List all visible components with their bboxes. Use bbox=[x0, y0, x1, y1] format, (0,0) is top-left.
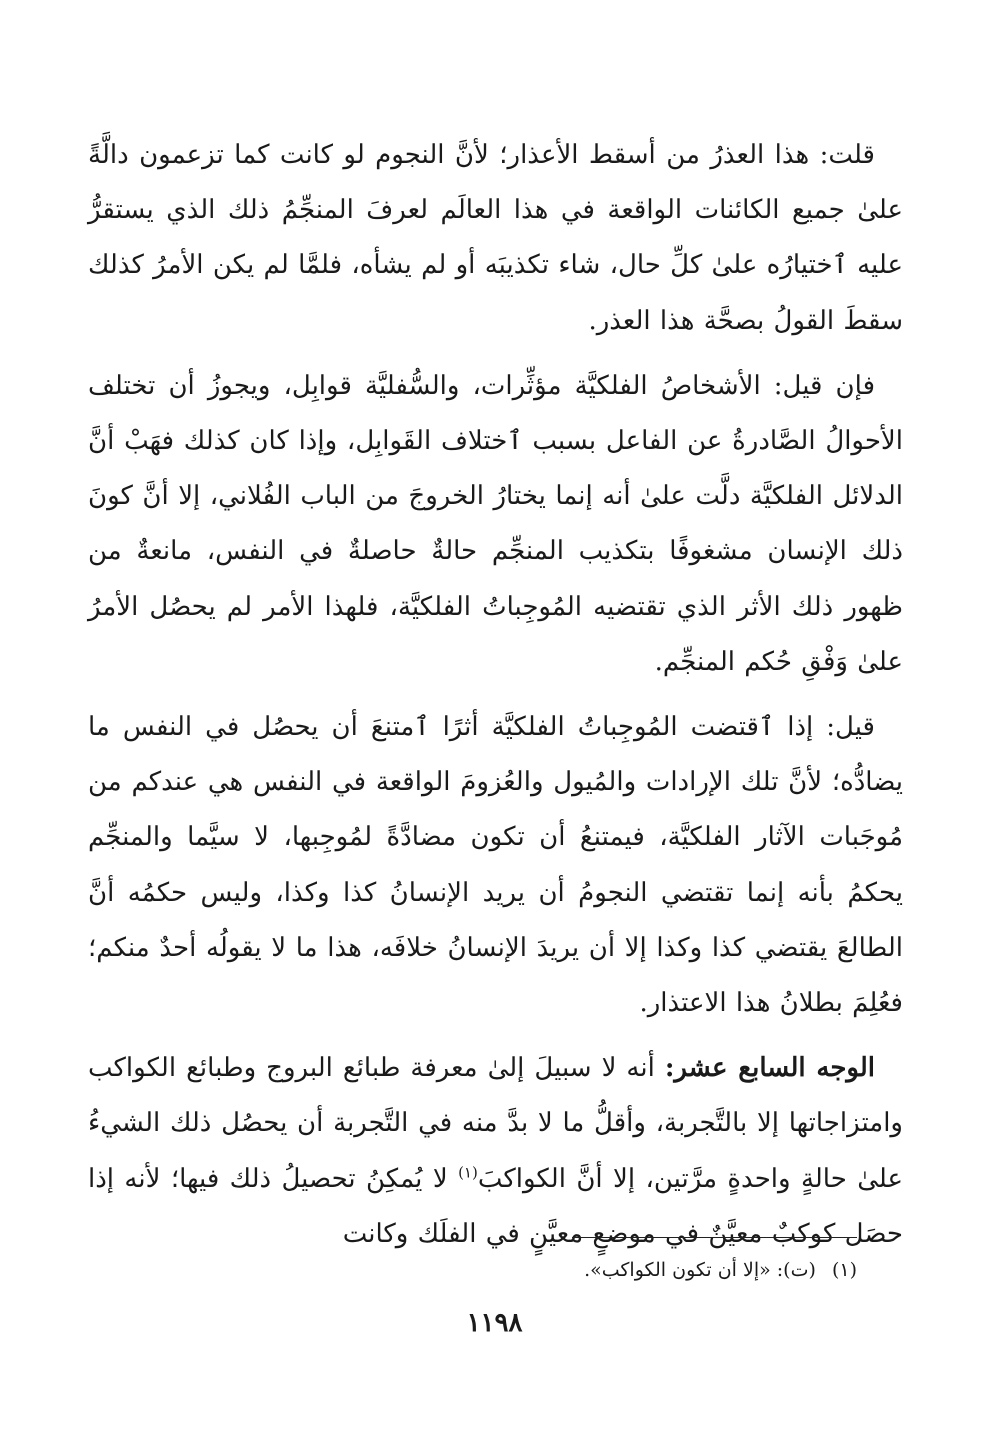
section-heading: الوجه السابع عشر: bbox=[664, 1053, 875, 1084]
paragraph-4-text-start: أنه لا سبيلَ إلىٰ معرفة طبائع البروج وطبائع الكواكب وامتزاجاتها إلا بالتَّجربة، وأقلُّ ما لا بدَّ منه في التَّجربة أن يحصُل ذلك الشيءُ علىٰ حالةٍ واحدةٍ مرَّتين، إلا أنَّ الكواكبَ bbox=[88, 1053, 903, 1194]
footnote-separator bbox=[572, 1237, 857, 1238]
main-text-block bbox=[88, 128, 903, 1272]
paragraph-4-text-end: لا يُمكِنُ تحصيلُ ذلك فيها؛ لأنه إذا حصَل كوكبٌ معيَّنٌ في موضعٍ معيَّنٍ في الفلَك وكانت bbox=[88, 1163, 903, 1249]
paragraph-4 bbox=[88, 1041, 903, 1262]
page-number: ١١٩٨ bbox=[466, 1308, 523, 1338]
paragraph-1: قلت: هذا العذرُ من أسقط الأعذار؛ لأنَّ النجوم لو كانت كما تزعمون دالَّةً علىٰ جميع الكائنات الواقعة في هذا العالَم لعرفَ المنجِّمُ ذلك الذي يستقرُّ عليه ٱختيارُه علىٰ كلِّ حال، شاء تكذيبَه أو لم يشأه، فلمَّا لم يكن الأمرُ كذلك سقطَ القولُ بصحَّة هذا العذر. bbox=[88, 140, 904, 336]
footnote-reference: (١) bbox=[458, 1163, 478, 1181]
footnote-number: (١) bbox=[831, 1259, 857, 1281]
footnote bbox=[257, 1255, 857, 1285]
footnote-text: (ت): «إلا أن تكون الكواكب». bbox=[584, 1259, 816, 1281]
paragraph-3: قيل: إذا ٱقتضت المُوجِباتُ الفلكيَّة أثرًا ٱمتنعَ أن يحصُل في النفس ما يضادُّه؛ لأنَّ تلك الإرادات والمُيول والعُزومَ الواقعة في النفس هي عندكم من مُوجَبات الآثار الفلكيَّة، فيمتنعُ أن تكون مضادَّةً لمُوجِبها، لا سيَّما والمنجِّم يحكمُ بأنه إنما تقتضي النجومُ أن يريد الإنسانُ كذا وكذا، وليس حكمُه أنَّ الطالعَ يقتضي كذا وكذا إلا أن يريدَ الإنسانُ خلافَه، هذا ما لا يقولُه أحدٌ منكم؛ فعُلِمَ بطلانُ هذا الاعتذار. bbox=[88, 712, 903, 1019]
paragraph-2: فإن قيل: الأشخاصُ الفلكيَّة مؤثِّرات، والسُّفليَّة قوابِل، ويجوزُ أن تختلف الأحوالُ الصَّادرةُ عن الفاعل بسبب ٱختلاف القَوابِل، وإذا كان كذلك فهَبْ أنَّ الدلائل الفلكيَّة دلَّت علىٰ أنه إنما يختارُ الخروجَ من الباب الفُلاني، إلا أنَّ كونَ ذلك الإنسان مشغوفًا بتكذيب المنجِّم حالةٌ حاصلةٌ في النفس، مانعةٌ من ظهور ذلك الأثر الذي تقتضيه المُوجِباتُ الفلكيَّة، فلهذا الأمر لم يحصُل الأمرُ علىٰ وَفْقِ حُكم المنجِّم. bbox=[88, 370, 903, 677]
